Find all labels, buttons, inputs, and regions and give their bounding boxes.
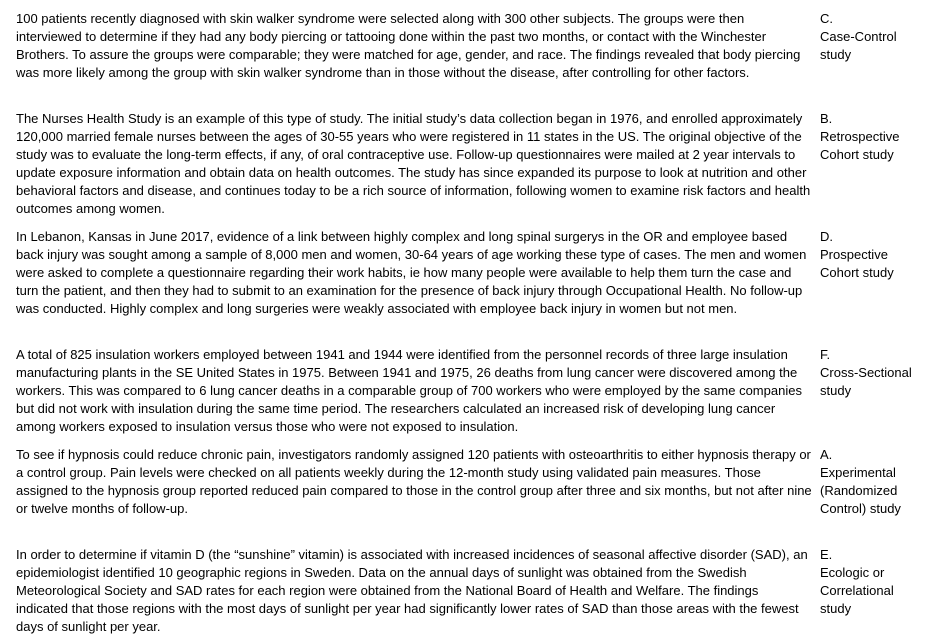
- answer-letter: C.: [820, 11, 833, 26]
- answer-cell: [820, 10, 920, 64]
- scenario-text: In order to determine if vitamin D (the “sunshine” vitamin) is associated with increased incidences of seasonal affective disorder (SAD), an epidemiologist identified 10 geographic regions in Sweden. Data on the annual days of sunlight was obtained from the Swedish Meteorological Society and SAD rates for each region were obtained from the National Board of Health and Welfare. The findings indicated that those regions with the most days of sunlight per year had significantly lower rates of SAD than those areas with the fewest days of sunlight per year.: [16, 547, 808, 634]
- answer-letter: F.: [820, 347, 831, 362]
- answer-cell: [820, 446, 920, 518]
- answer-letter: B.: [820, 111, 833, 126]
- answer-cell: [820, 110, 920, 164]
- answer-label: Experimental (Randomized Control) study: [820, 465, 901, 516]
- scenario-text: In Lebanon, Kansas in June 2017, evidence of a link between highly complex and long spinal surgerys in the OR and employee based back injury was sought among a sample of 8,000 men and women, 30-64 years of age working these type of cases. The men and women were asked to complete a questionnaire regarding their work habits, ie how many people were available to help them turn the case and turn the patient, and then they had to submit to an examination for the presence of back injury through Occupational Health. No follow-up was conducted. Highly complex and long surgeries were weakly associated with employee back injury in women but not men.: [16, 229, 807, 316]
- answer-cell: [820, 346, 920, 400]
- answer-label: Prospective Cohort study: [820, 247, 894, 280]
- answer-letter: D.: [820, 229, 833, 244]
- scenario-text: A total of 825 insulation workers employed between 1941 and 1944 were identified from the personnel records of three large insulation manufacturing plants in the SE United States in 1975. Between 1941 and 1975, 26 deaths from lung cancer were discovered among the workers. This was compared to 6 lung cancer deaths in a comparable group of 700 workers who were employed by the same companies but did not work with insulation during the same time period. The researchers calculated an increased risk of developing lung cancer among workers exposed to insulation versus those who were not exposed to insulation.: [16, 347, 802, 434]
- answer-letter: E.: [820, 547, 833, 562]
- answer-letter: A.: [820, 447, 833, 462]
- answer-cell: [820, 228, 920, 282]
- answer-label: Ecologic or Correlational study: [820, 565, 894, 616]
- answer-label: Cross-Sectional study: [820, 365, 912, 398]
- answer-label: Case-Control study: [820, 29, 897, 62]
- answer-label: Retrospective Cohort study: [820, 129, 900, 162]
- scenario-text: To see if hypnosis could reduce chronic pain, investigators randomly assigned 120 patients with osteoarthritis to either hypnosis therapy or a control group. Pain levels were checked on all patients weekly during the 12-month study using validated pain measures. Those assigned to the hypnosis group reported reduced pain compared to those in the control group after three and six months, but not after nine or twelve months of follow-up.: [16, 447, 812, 516]
- scenario-text: 100 patients recently diagnosed with skin walker syndrome were selected along with 300 other subjects. The groups were then interviewed to determine if they had any body piercing or tattooing done within the past two months, or contact with the Winchester Brothers. To assure the groups were comparable; they were matched for age, gender, and race. The findings revealed that body piercing was more likely among the group with skin walker syndrome than in those without the disease, after controlling for other factors.: [16, 11, 801, 80]
- scenario-text: The Nurses Health Study is an example of this type of study. The initial study’s data collection began in 1976, and enrolled approximately 120,000 married female nurses between the ages of 30-55 years who were registered in 11 states in the US. The original objective of the study was to evaluate the long-term effects, if any, of oral contraceptive use. Follow-up questionnaires were mailed at 2 year intervals to update exposure information and obtain data on health outcomes. The study has since expanded its purpose to look at nutrition and other behavioral factors and disease, and continues today to be a rich source of information, following women to examine risk factors and health outcomes among women.: [16, 111, 811, 216]
- answer-cell: [820, 546, 920, 618]
